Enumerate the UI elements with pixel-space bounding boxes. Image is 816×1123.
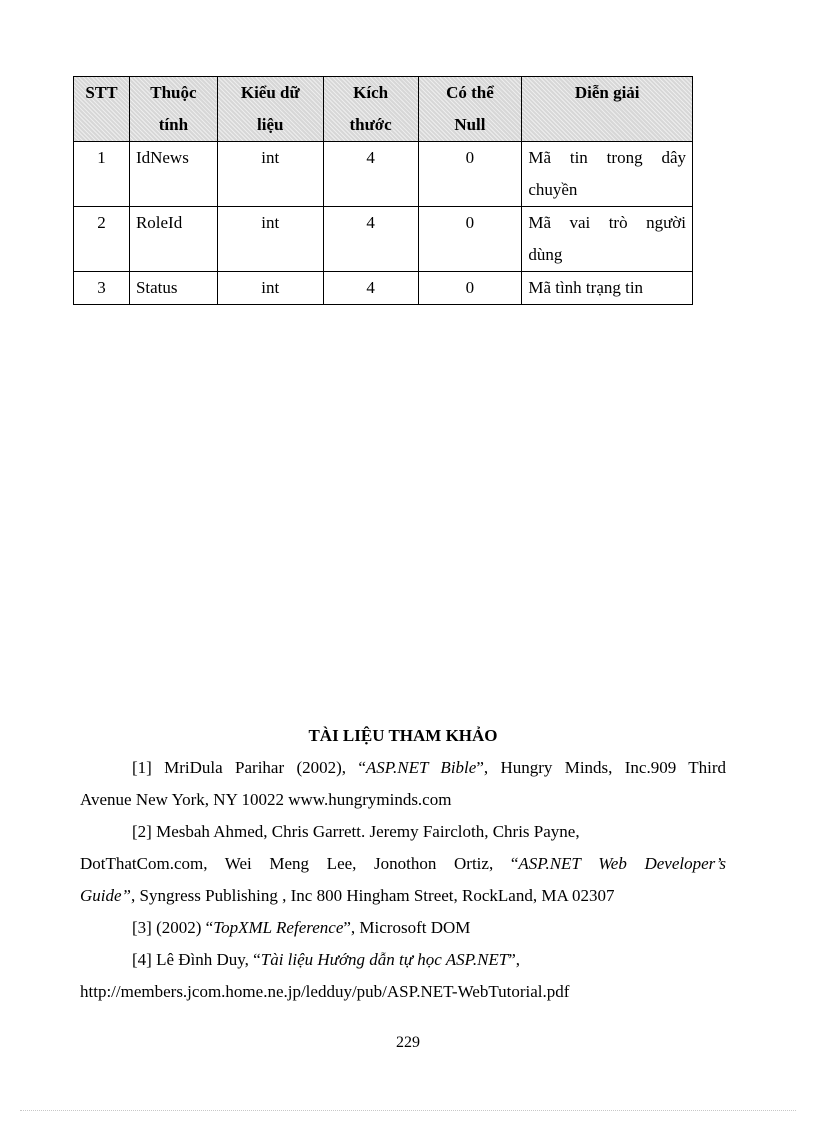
table-row xyxy=(74,207,693,272)
reference-2-cont2: Guide”, Syngress Publishing , Inc 800 Hingham Street, RockLand, MA 02307 xyxy=(80,886,615,905)
reference-2-title: ASP.NET Web Developer’s xyxy=(518,854,726,873)
cell-description: Mã tình trạng tin xyxy=(522,272,693,305)
references-section xyxy=(80,720,726,1008)
cell-attribute: RoleId xyxy=(129,207,217,272)
cell-type: int xyxy=(217,272,323,305)
table-row xyxy=(74,142,693,207)
reference-3-title: TopXML Reference xyxy=(213,918,344,937)
cell-stt: 2 xyxy=(74,207,130,272)
reference-1-cont: Avenue New York, NY 10022 www.hungryminds.com xyxy=(80,790,452,809)
reference-1-title: ASP.NET Bible xyxy=(365,758,477,777)
cell-attribute: IdNews xyxy=(129,142,217,207)
cell-description: Mã vai trò người dùng xyxy=(522,207,693,272)
page-footer-divider xyxy=(20,1110,796,1111)
reference-2: [2] Mesbah Ahmed, Chris Garrett. Jeremy Faircloth, Chris Payne, xyxy=(132,822,580,841)
cell-size: 4 xyxy=(323,142,418,207)
cell-attribute: Status xyxy=(129,272,217,305)
cell-size: 4 xyxy=(323,272,418,305)
cell-nullable: 0 xyxy=(418,272,522,305)
references-title: TÀI LIỆU THAM KHẢO xyxy=(308,726,498,745)
reference-1: [1] MriDula Parihar (2002), “ASP.NET Bible”, Hungry Minds, Inc.909 Third xyxy=(132,758,726,777)
reference-4: [4] Lê Đình Duy, “Tài liệu Hướng dẫn tự học ASP.NET”, xyxy=(132,950,521,969)
cell-nullable: 0 xyxy=(418,142,522,207)
cell-stt: 1 xyxy=(74,142,130,207)
header-data-type: Kiểu dữ liệu xyxy=(217,77,323,142)
page-number: 229 xyxy=(396,1034,420,1051)
cell-description: Mã tin trong dây chuyền xyxy=(522,142,693,207)
header-description: Diễn giải xyxy=(522,77,693,142)
header-nullable: Có thể Null xyxy=(418,77,522,142)
reference-2-cont: DotThatCom.com, Wei Meng Lee, Jonothon Ortiz, “ASP.NET Web Developer’s xyxy=(80,854,726,873)
table-row xyxy=(74,272,693,305)
header-size: Kích thước xyxy=(323,77,418,142)
header-attribute: Thuộc tính xyxy=(129,77,217,142)
reference-3: [3] (2002) “TopXML Reference”, Microsoft DOM xyxy=(132,918,471,937)
cell-size: 4 xyxy=(323,207,418,272)
table-header-row xyxy=(74,77,693,142)
cell-type: int xyxy=(217,142,323,207)
header-stt: STT xyxy=(74,77,130,142)
cell-type: int xyxy=(217,207,323,272)
cell-nullable: 0 xyxy=(418,207,522,272)
cell-stt: 3 xyxy=(74,272,130,305)
reference-4-url: http://members.jcom.home.ne.jp/ledduy/pub/ASP.NET-WebTutorial.pdf xyxy=(80,982,570,1001)
attribute-table xyxy=(73,76,693,305)
reference-4-title: Tài liệu Hướng dẫn tự học ASP.NET xyxy=(260,950,509,969)
